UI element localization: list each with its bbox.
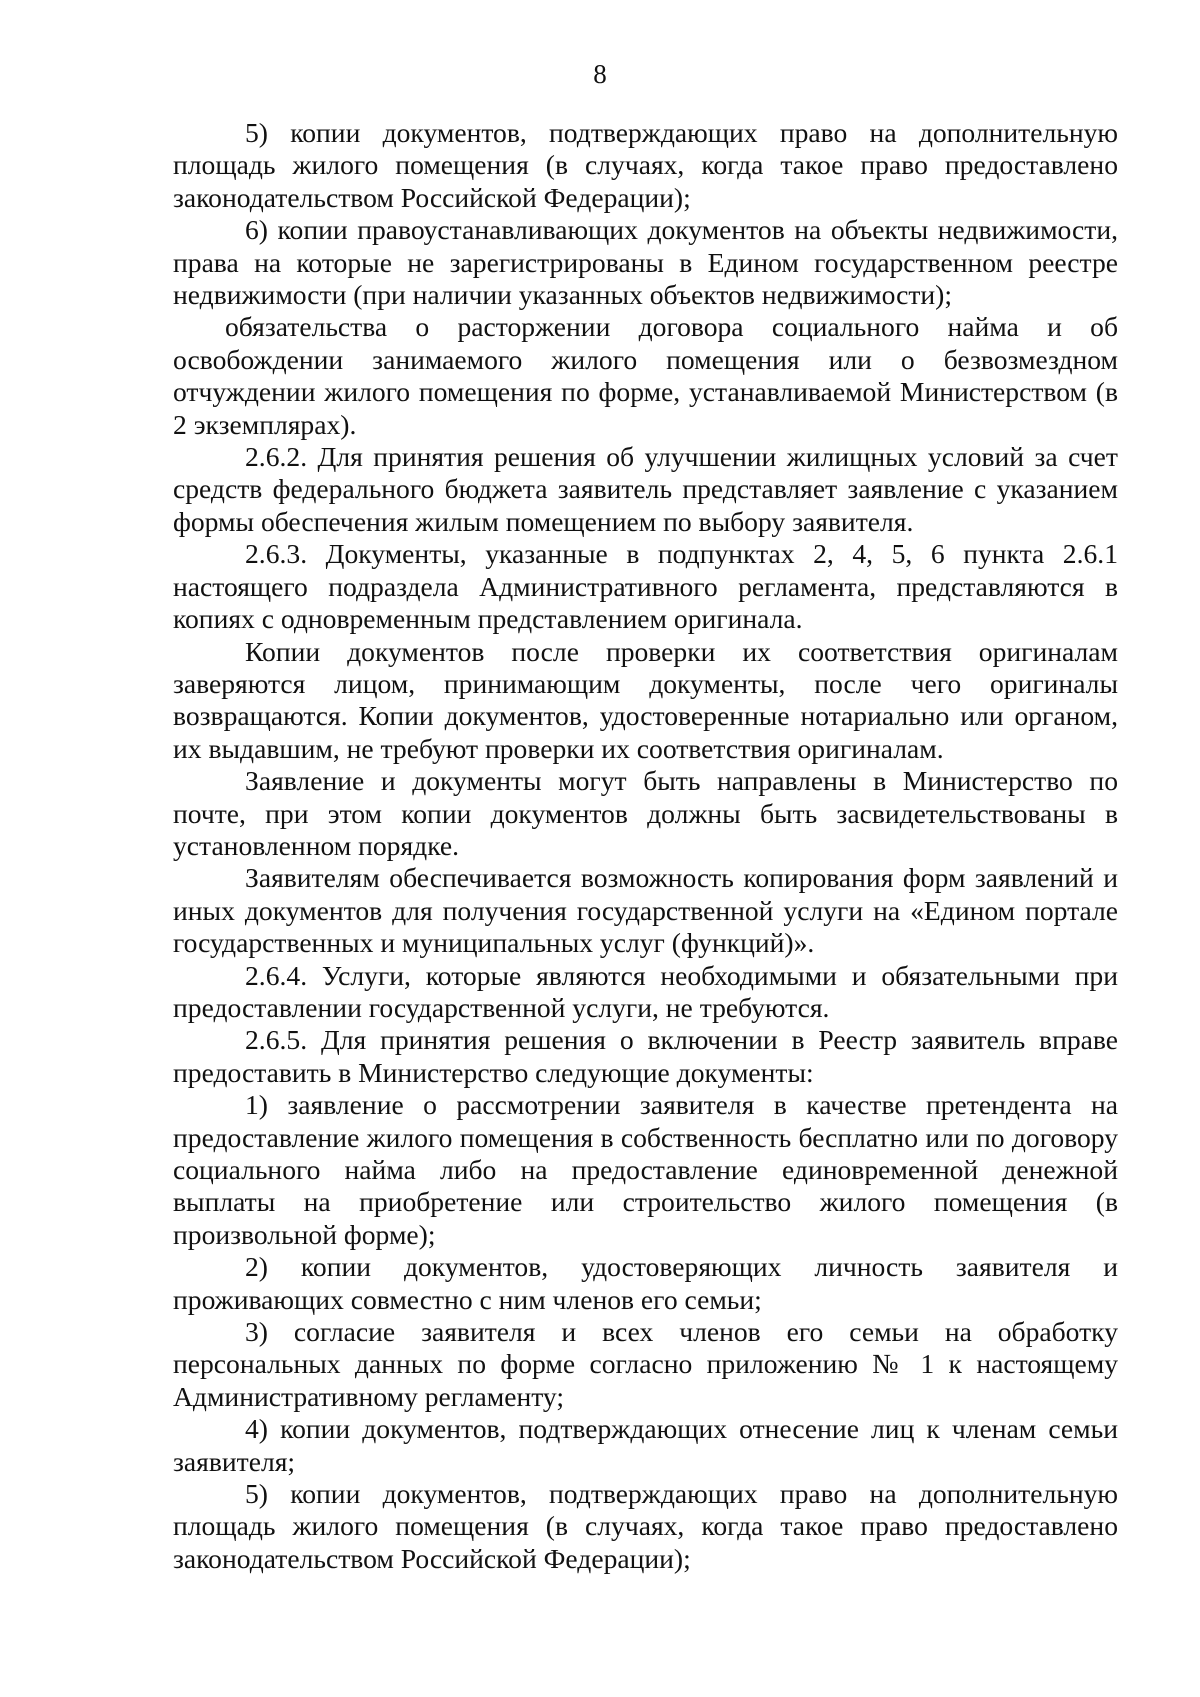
paragraph-obligation: обязательства о расторжении договора социального найма и об освобождении занимаемого жилого помещения или о безвозмездном отчуждении жилого помещения по форме, устанавливаемой Министерством (в 2 экземплярах). [173, 311, 1118, 440]
paragraph-list-item-1: 1) заявление о рассмотрении заявителя в качестве претендента на предоставление жилого помещения в собственность бесплатно или по договору социального найма либо на предоставление единовременной денежной выплаты на приобретение или строительство жилого помещения (в произвольной форме); [173, 1089, 1118, 1250]
paragraph-2-6-5: 2.6.5. Для принятия решения о включении в Реестр заявитель вправе предоставить в Министерство следующие документы: [173, 1024, 1118, 1088]
paragraph-copies-verification: Копии документов после проверки их соответствия оригиналам заверяются лицом, принимающим документы, после чего оригиналы возвращаются. Копии документов, удостоверенные нотариально или органом, их выдавшим, не требуют проверки их соответствия оригиналам. [173, 635, 1118, 764]
paragraph-item-6-property-documents: 6) копии правоустанавливающих документов на объекты недвижимости, права на которые не зарегистрированы в Едином государственном реестре недвижимости (при наличии указанных объектов недвижимости); [173, 214, 1118, 311]
paragraph-mail-submission: Заявление и документы могут быть направлены в Министерство по почте, при этом копии документов должны быть засвидетельствованы в установленном порядке. [173, 765, 1118, 861]
paragraph-list-item-3: 3) согласие заявителя и всех членов его семьи на обработку персональных данных по форме согласно приложению № 1 к настоящему Административному регламенту; [173, 1316, 1118, 1412]
paragraph-list-item-2: 2) копии документов, удостоверяющих личность заявителя и проживающих совместно с ним членов его семьи; [173, 1251, 1118, 1315]
paragraph-portal-forms: Заявителям обеспечивается возможность копирования форм заявлений и иных документов для получения государственной услуги на «Едином портале государственных и муниципальных услуг (функций)». [173, 862, 1118, 959]
paragraph-2-6-2: 2.6.2. Для принятия решения об улучшении жилищных условий за счет средств федерального бюджета заявитель представляет заявление с указанием формы обеспечения жилым помещением по выбору заявителя. [173, 441, 1118, 537]
paragraph-2-6-3: 2.6.3. Документы, указанные в подпунктах 2, 4, 5, 6 пункта 2.6.1 настоящего подраздела Административного регламента, представляются в копиях с одновременным представлением оригинала. [173, 538, 1118, 635]
paragraph-item-5-additional-area: 5) копии документов, подтверждающих право на дополнительную площадь жилого помещения (в случаях, когда такое право предоставлено законодательством Российской Федерации); [173, 117, 1118, 213]
page-number: 8 [593, 59, 607, 89]
document-body [173, 117, 1118, 1575]
paragraph-list-item-4: 4) копии документов, подтверждающих отнесение лиц к членам семьи заявителя; [173, 1413, 1118, 1477]
paragraph-list-item-5: 5) копии документов, подтверждающих право на дополнительную площадь жилого помещения (в случаях, когда такое право предоставлено законодательством Российской Федерации); [173, 1478, 1118, 1574]
paragraph-2-6-4: 2.6.4. Услуги, которые являются необходимыми и обязательными при предоставлении государственной услуги, не требуются. [173, 959, 1118, 1023]
